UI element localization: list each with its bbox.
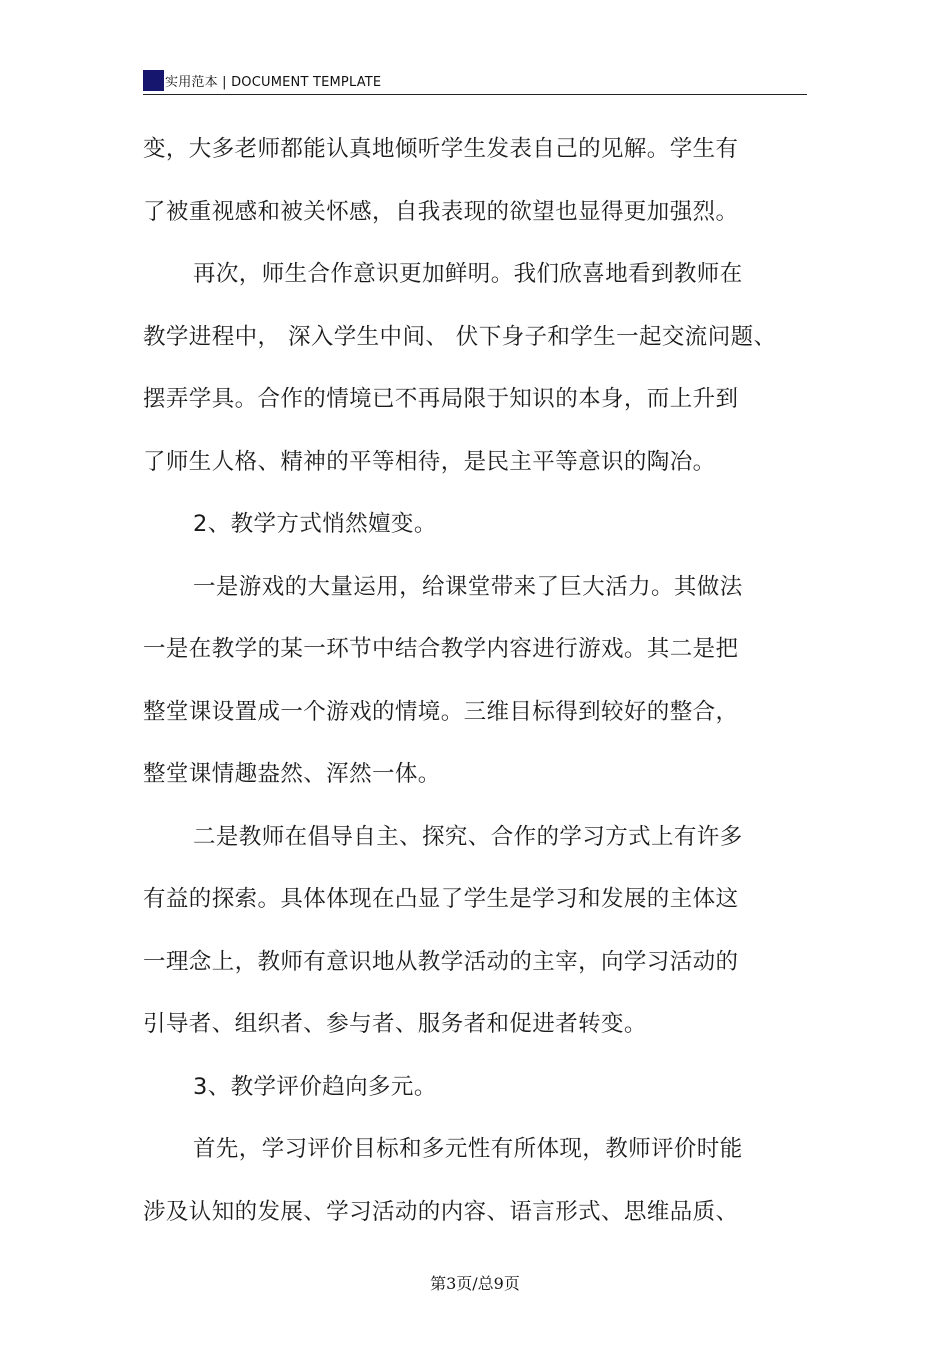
text-line: 有益的探索。具体体现在凸显了学生是学习和发展的主体这 [143,886,739,912]
section-heading: 2、教学方式悄然嬗变。 [193,511,437,537]
text-line: 一是游戏的大量运用，给课堂带来了巨大活力。其做法 [193,573,743,600]
text-line: 整堂课设置成一个游戏的情境。三维目标得到较好的整合， [143,698,739,725]
text-line: 整堂课情趣盎然、浑然一体。 [143,761,441,787]
header-title [165,71,381,90]
header-logo-block [143,70,164,91]
text-line: 摆弄学具。合作的情境已不再局限于知识的本身，而上升到 [143,386,739,412]
header-subtitle: DOCUMENT TEMPLATE [231,75,382,90]
text-line: 了被重视感和被关怀感，自我表现的欲望也显得更加强烈。 [143,198,739,225]
text-line: 引导者、组织者、参与者、服务者和促进者转变。 [143,1011,647,1037]
text-line: 首先，学习评价目标和多元性有所体现，教师评价时能 [193,1136,743,1162]
page-number: 第3页/总9页 [430,1274,520,1293]
section-heading: 3、教学评价趋向多元。 [193,1073,437,1100]
text-line: 涉及认知的发展、学习活动的内容、语言形式、思维品质、 [143,1198,739,1225]
text-line: 了师生人格、精神的平等相待，是民主平等意识的陶冶。 [143,448,716,475]
text-line: 一是在教学的某一环节中结合教学内容进行游戏。其二是把 [143,636,739,662]
text-line: 二是教师在倡导自主、探究、合作的学习方式上有许多 [193,823,743,850]
text-line: 变，大多老师都能认真地倾听学生发表自己的见解。学生有 [143,136,739,162]
text-line: 教学进程中， 深入学生中间、 伏下身子和学生一起交流问题、 [143,323,777,350]
document-body [143,118,807,1243]
header-separator: | [222,75,227,90]
text-line: 一理念上，教师有意识地从教学活动的主宰，向学习活动的 [143,948,739,975]
text-line: 再次，师生合作意识更加鲜明。我们欣喜地看到教师在 [193,261,743,287]
header-title-cn: 实用范本 [165,75,218,90]
page-header [143,68,807,95]
